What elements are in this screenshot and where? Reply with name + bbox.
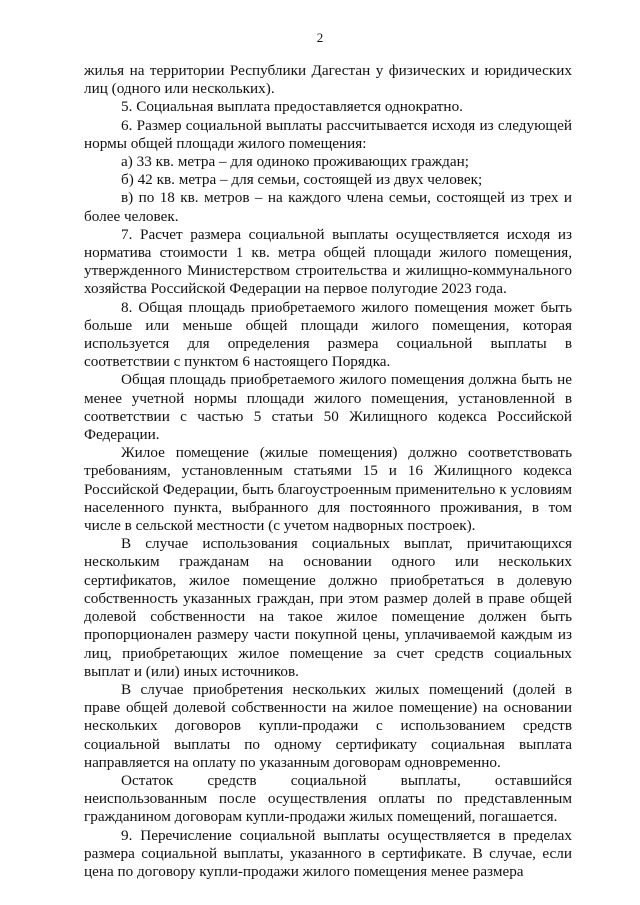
page-number: 2 — [316, 30, 324, 45]
paragraph-multiple-dwellings: В случае приобретения нескольких жилых помещений (долей в праве общей долевой собственности на жилое помещение) на основании нескольких договоров купли-продажи с использованием средств социальной выплаты по одному сертификату социальная выплата направляется на оплату по указанным договорам одновременно. — [84, 680, 572, 771]
subitem-v: в) по 18 кв. метров – на каждого члена семьи, состоящей из трех и более человек. — [84, 189, 572, 225]
subitem-a: а) 33 кв. метра – для одиноко проживающих граждан; — [121, 153, 469, 171]
paragraph-continuation: жилья на территории Республики Дагестан у физических и юридических лиц (одного или нескольких). — [84, 62, 572, 98]
paragraph-item-8: 8. Общая площадь приобретаемого жилого помещения может быть больше или меньше общей площади жилого помещения, которая используется для определения размера социальной выплаты в соответствии с пунктом 6 настоящего Порядка. — [84, 298, 572, 371]
paragraph-housing-requirements: Жилое помещение (жилые помещения) должно соответствовать требованиям, установленным статьями 15 и 16 Жилищного кодекса Российской Федерации, быть благоустроенным применительно к условиям населенного пункта, выбранного для постоянного проживания, в том числе в сельской местности (с учетом надворных построек). — [84, 444, 572, 535]
paragraph-item-6: 6. Размер социальной выплаты рассчитывается исходя из следующей нормы общей площади жилого помещения: — [84, 116, 572, 152]
paragraph-item-5: 5. Социальная выплата предоставляется однократно. — [121, 98, 463, 116]
paragraph-shared-ownership: В случае использования социальных выплат, причитающихся нескольким гражданам на основании одного или нескольких сертификатов, жилое помещение должно приобретаться в долевую собственность указанных граждан, при этом размер долей в праве общей долевой собственности на такое жилое помещение должен быть пропорционален размеру части покупной цены, уплачиваемой каждым из лиц, приобретающих жилое помещение за счет средств социальных выплат и (или) иных источников. — [84, 535, 572, 680]
subitem-b: б) 42 кв. метра – для семьи, состоящей из двух человек; — [121, 171, 483, 189]
paragraph-item-9: 9. Перечисление социальной выплаты осуществляется в пределах размера социальной выплаты, указанного в сертификате. В случае, если цена по договору купли-продажи жилого помещения менее размера — [84, 826, 572, 880]
document-body — [84, 62, 572, 881]
paragraph-remaining-funds: Остаток средств социальной выплаты, оставшийся неиспользованным после осуществления оплаты по представленным гражданином договорам купли-продажи жилых помещений, погашается. — [84, 771, 572, 826]
paragraph-area-norm: Общая площадь приобретаемого жилого помещения должна быть не менее учетной нормы площади жилого помещения, установленной в соответствии с частью 5 статьи 50 Жилищного кодекса Российской Федерации. — [84, 371, 572, 444]
paragraph-item-7: 7. Расчет размера социальной выплаты осуществляется исходя из норматива стоимости 1 кв. метра общей площади жилого помещения, утвержденного Министерством строительства и жилищно-коммунального хозяйства Российской Федерации на первое полугодие 2023 года. — [84, 225, 572, 298]
